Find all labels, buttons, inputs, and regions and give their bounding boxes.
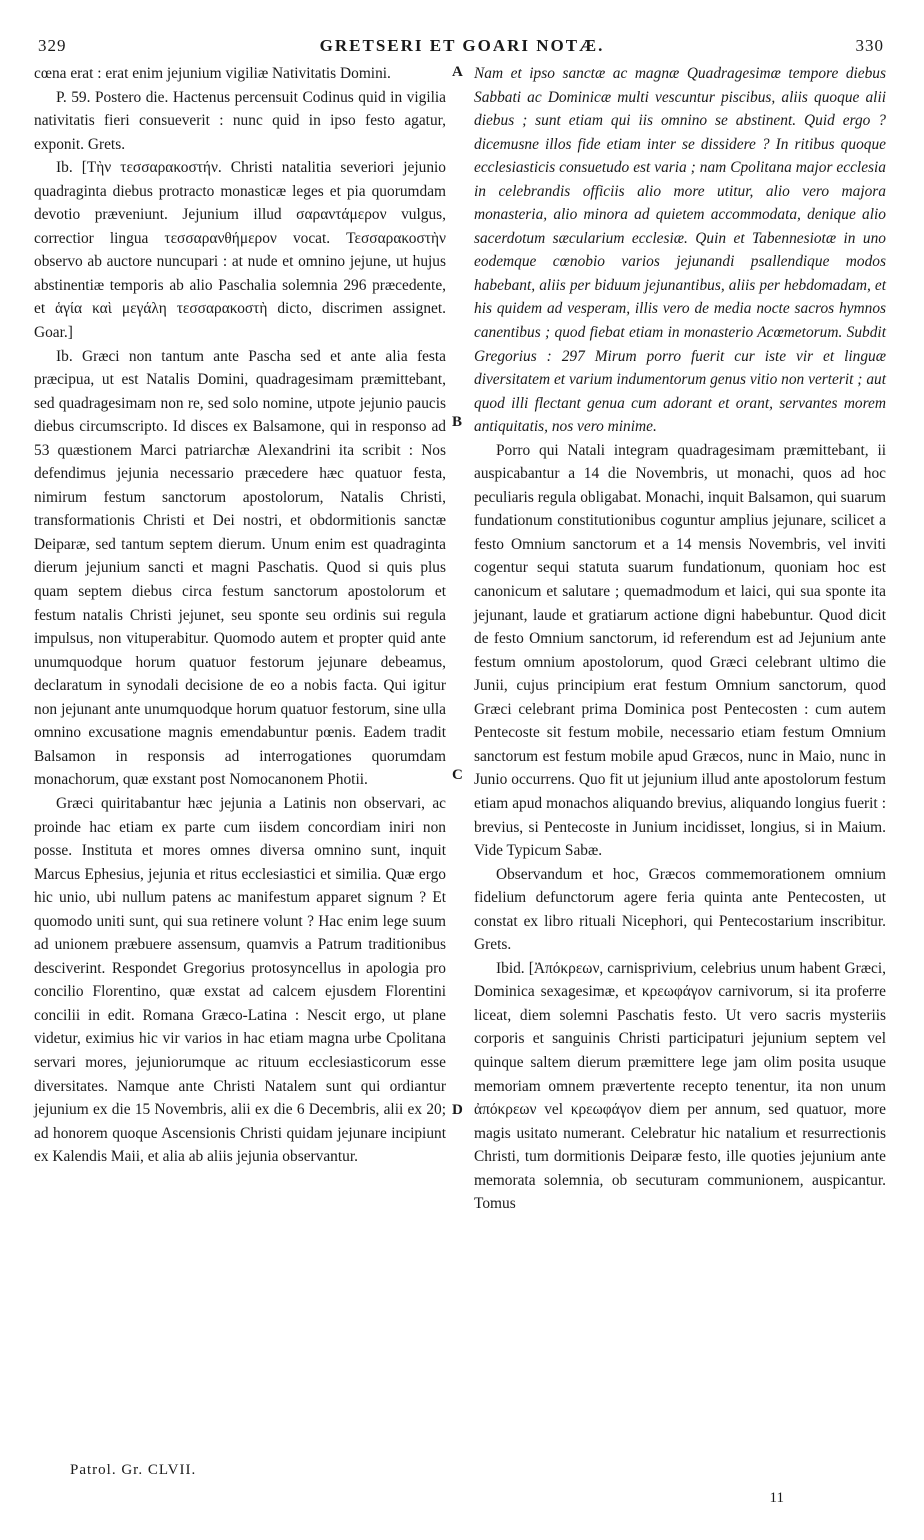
right-column — [474, 62, 886, 1216]
margin-letter-a: A — [452, 64, 463, 80]
sheet-number: 11 — [769, 1490, 784, 1506]
right-paragraph-1: Nam et ipso sanctæ ac magnæ Quadragesimæ tempore diebus Sabbati ac Dominicæ multi vescuntur piscibus, aliis quoque alii diebus ; sunt etiam qui iis omnino se abstinent. Quid ergo ? dicemusne illos fide etiam inter se dissidere ? In ritibus quoque ecclesiasticis consuetudo est varia ; nam Cpolitana major ecclesia in celebrandis officiis alio more utitur, alio vero majora monasteria, alio minora ad quietem accommodata, denique alio sacerdotum sæcularium ecclesiæ. Quin et Tabennesiotæ in uno eodemque cœnobio varios jejunandi psallendique modos habebant, aliis per biduum jejunantibus, aliis per hebdomadam, et his quidem ad vesperam, illis vero de media nocte sacros hymnos canentibus ; quod fiebat etiam in monasterio Acœmetorum. Subdit Gregorius : 297 Mirum porro fuerit cur iste vir et linguæ diversitatem et varium indumentorum genus vitio non verterit ; aut quod illi flectant genua cum adorant et orant, servantes morem antiquitatis, nos vero minime. — [474, 65, 886, 436]
right-paragraph-3: Observandum et hoc, Græcos commemorationem omnium fidelium defunctorum agere feria quinta ante Pentecosten, ut constat ex libro rituali Nicephori, qui Pentecostarium inscribitur. Grets. — [474, 865, 886, 954]
left-paragraph-2: P. 59. Postero die. Hactenus percensuit Codinus quid in vigilia nativitatis fieri consueverit : nunc quid in ipso festo agatur, exponit. Grets. — [34, 88, 446, 153]
left-column — [34, 62, 446, 1169]
running-title: GRETSERI ET GOARI NOTÆ. — [319, 36, 605, 55]
page-number-left: 329 — [38, 36, 67, 55]
margin-letter-d: D — [452, 1102, 463, 1118]
left-paragraph-1: cœna erat : erat enim jejunium vigiliæ Nativitatis Domini. — [34, 65, 391, 82]
volume-signature: Patrol. Gr. CLVII. — [70, 1462, 197, 1478]
margin-letter-b: B — [452, 414, 463, 430]
right-paragraph-2: Porro qui Natali integram quadragesimam præmittebant, ii auspicabantur a 14 die Novembris, ut monachi, quos ad hoc peculiaris regula obligabat. Monachi, inquit Balsamon, qui suarum fundationum constitutionibus coguntur amplius jejunare, scilicet a festo Omnium sanctorum et a 14 mensis Novembris, vel inviti cogentur sequi statuta suarum fundationum, quoniam hoc est canonicum et salutare ; quemadmodum et laici, qui sua sponte ita jejunant, laude et gratiarum actione digni habebuntur. Quod dicit de festo Omnium sanctorum, id referendum est ad Jejunium ante festum omnium apostolorum, quod Græci celebrant ultimo die Junii, cujus principium erat festum Omnium sanctorum, quod Græci celebrant prima Dominica post Pentecosten : cum autem Pentecoste sit festum mobile, necessario etiam festum Omnium sanctorum est festum mobile apud Græcos, nunc in Maio, nunc in Junio occurrens. Quo fit ut jejunium illud ante apostolorum festum etiam apud monachos aliquando brevius, aliquando longius fuerit : brevius, si Pentecoste in Junium incidisset, longius, si in Maium. Vide Typicum Sabæ. — [474, 441, 886, 860]
left-paragraph-4: Ib. Græci non tantum ante Pascha sed et ante alia festa præcipua, ut est Natalis Domini, quadragesimam præmittebant, sed quadragesimam non re, sed solo nomine, utpote jejunio paucis diebus circumscripto. Id disces ex Balsamone, qui in responso ad 53 quæstionem Marci patriarchæ Alexandrini ita scribit : Nos defendimus jejunia necessario præcedere hæc quatuor festa, nimirum festum sanctorum apostolorum, Natalis Christi, transformationis Christi et Dei nostri, et obdormitionis sanctæ Deiparæ, sed tantum septem dierum. Unum enim est quadraginta dierum jejunium sancti et magni Paschatis. Quod si quis plus quam septem diebus circa festum sanctorum apostolorum et festum natalis Christi jejunet, seu sponte seu ordinis sui regula impulsus, non vituperabitur. Quomodo autem et propter quid ante unumquodque horum quatuor festorum jejunare debeamus, declaratum in synodali decisione de eo a nobis facta. Qui igitur non jejunant ante unumquodque horum quatuor festorum, sine ulla omnino excusatione magnis emendabuntur pœnis. Eadem tradit Balsamon in responsis ad interrogationes quorumdam monachorum, quæ exstant post Nomocanonem Photii. — [34, 347, 446, 789]
left-paragraph-3: Ib. [Τὴν τεσσαρακοστήν. Christi natalitia severiori jejunio quadraginta diebus protracto monasticæ leges et pia quorumdam devotio præveniunt. Jejunium illud σαραντάμερον vulgus, correctior lingua τεσσαρανθήμερον vocat. Τεσσαρακοστὴν observo ab auctore nuncupari : at nude et omnino jejune, ut hujus abstinentiæ temporis ab alio Paschalia solemnia 296 præcedente, et ἁγία καὶ μεγάλη τεσσαρακοστὴ dicto, discrimen assignet. Goar.] — [34, 159, 446, 342]
right-paragraph-4: Ibid. [Ἀπόκρεων, carnisprivium, celebrius unum habent Græci, Dominica sexagesimæ, et κρεωφάγον carnivorum, si ita proferre liceat, diem solemni Paschatis festo. Ut vero sacris mysteriis corporis et sanguinis Christi participaturi jejunium septem vel quinque saltem dierum præmittere lege jam olim posita usuque memoriam omnem prævertente recepto tenentur, ita non unum ἀπόκρεων vel κρεωφάγον diem per annum, sed quatuor, more magis usitato numerant. Celebratur hic natalium et resurrectionis Christi, tum dormitionis Deiparæ festo, ille quoties jejunium ante memorata solemnia, ob secuturam communionem, auspicantur. Tomus — [474, 959, 886, 1213]
two-column-body — [34, 62, 904, 1472]
running-header — [28, 30, 896, 60]
page-number-right: 330 — [855, 36, 884, 55]
left-paragraph-5: Græci quiritabantur hæc jejunia a Latinis non observari, ac proinde hac etiam ex parte cum iisdem concordiam iniri non posse. Instituta et mores omnes diversa omnino sunt, inquit Marcus Ephesius, jejunia et ritus ecclesiastici et similia. Quæ ergo hic unio, ubi nullum patens ac manifestum apparet signum ? Et quomodo uniti sunt, qui sua retinere volunt ? Hac enim lege suum ad unionem præbuere assensum, quamvis a Patrum traditionibus desciverint. Respondet Gregorius protosyncellus in apologia pro concilio Florentino, quæ exstat ad calcem ejusdem Florentini concilii in edit. Romana Græco-Latina : Nescit ergo, ut plane videtur, eximius hic vir varios in hac etiam magna urbe Cpolitana servari mores, jejuniorumque ac rituum ecclesiasticorum esse diversitates. Namque ante Christi Natalem sunt qui ordiantur jejunium ex die 15 Novembris, alii ex die 6 Decembris, alii ex 20; ad honorem quoque Ascensionis Christi quidam jejunare incipiunt ex Kalendis Maii, et alia ab aliis jejunia observantur. — [34, 794, 446, 1166]
margin-letter-c: C — [452, 767, 463, 783]
